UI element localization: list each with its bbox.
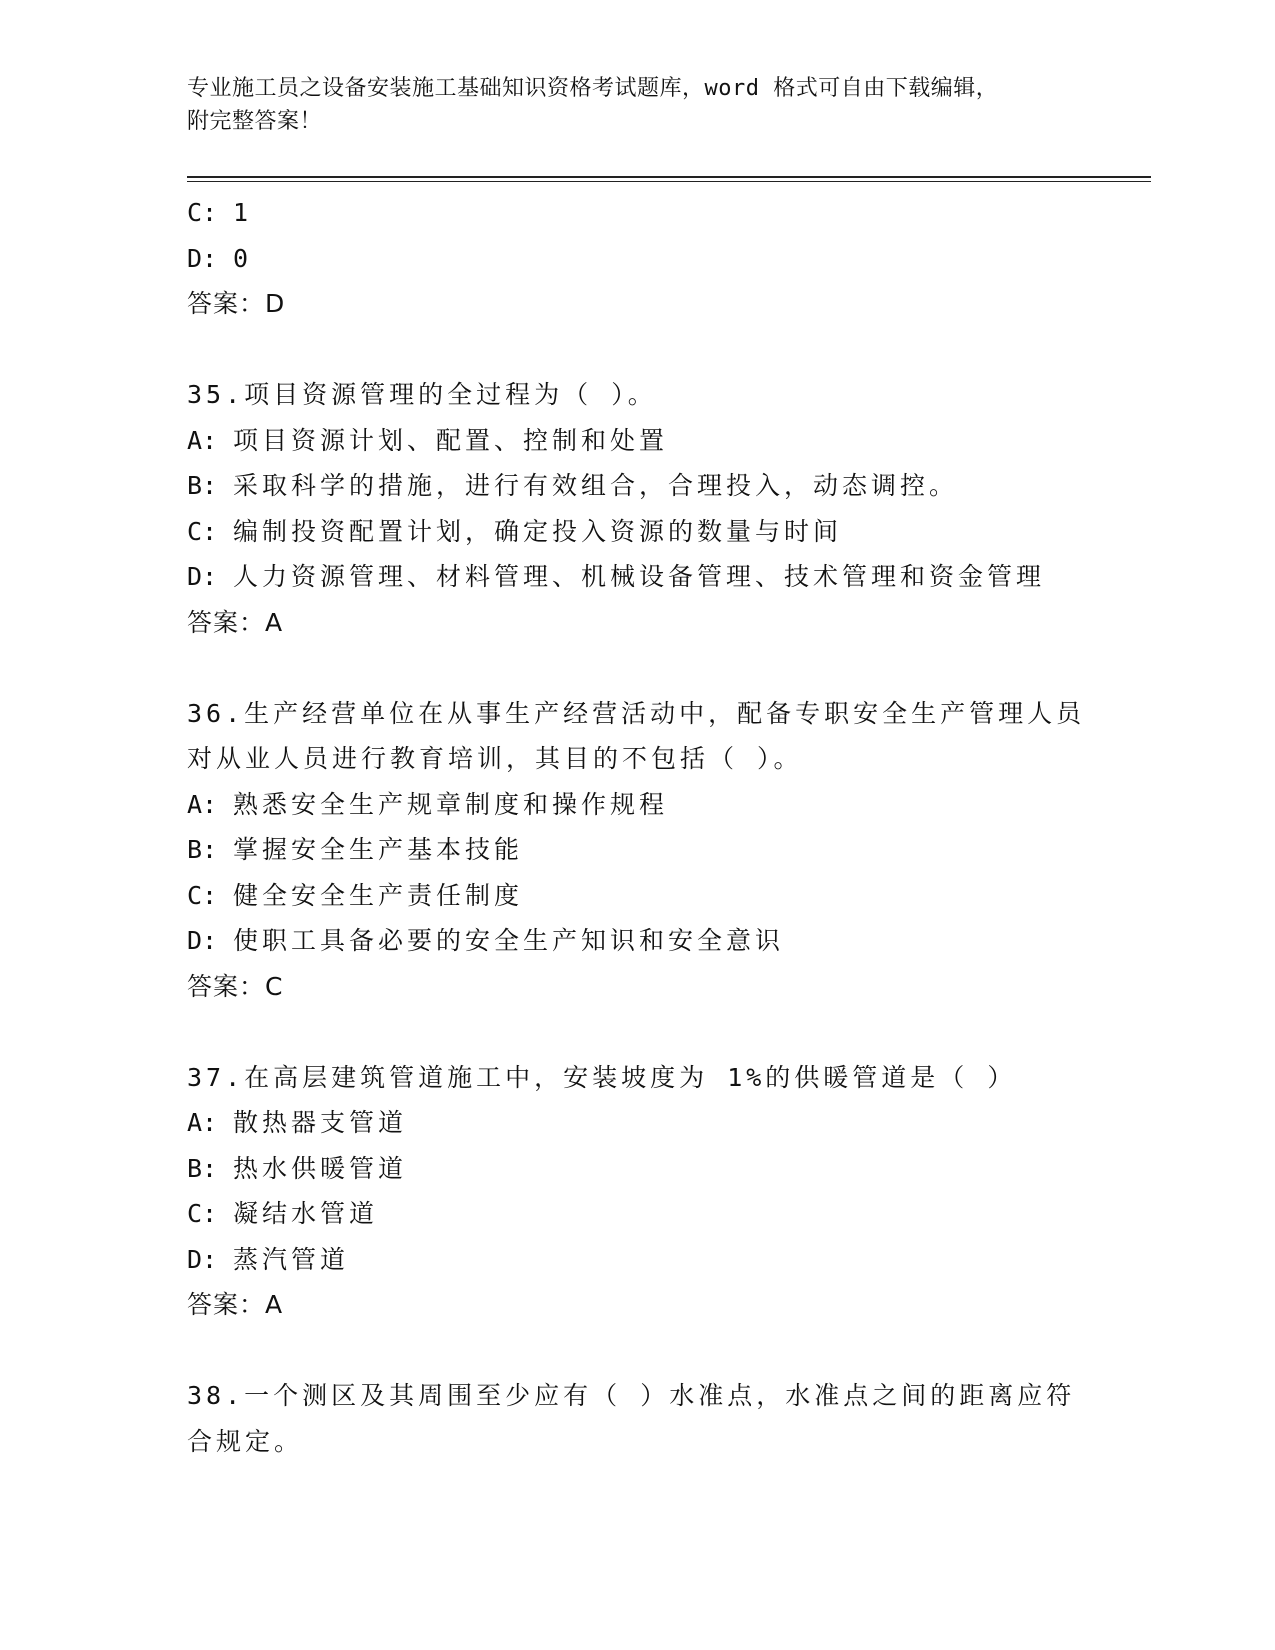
header-divider [187, 176, 1151, 182]
option-d [187, 236, 1087, 282]
option-letter: B: [187, 835, 218, 864]
header-line-1: 专业施工员之设备安装施工基础知识资格考试题库，word 格式可自由下载编辑， [187, 76, 999, 101]
option-letter: C: [187, 880, 218, 910]
option-c [187, 509, 1087, 555]
option-text: 凝结水管道 [233, 1199, 379, 1228]
option-letter: A: [187, 789, 218, 819]
option-c [187, 873, 1087, 919]
document-header [187, 72, 1067, 138]
option-letter: C: [187, 516, 218, 546]
option-text: 掌握安全生产基本技能 [233, 835, 524, 864]
spacer [187, 1328, 1087, 1374]
option-text: 人力资源管理、材料管理、机械设备管理、技术管理和资金管理 [233, 562, 1046, 591]
option-letter: C: [187, 198, 218, 227]
answer-line: 答案：D [187, 289, 286, 318]
option-letter: A: [187, 1108, 218, 1137]
question-stem-continued: 合规定。 [187, 1426, 304, 1456]
question-35 [187, 372, 1087, 645]
option-d [187, 1237, 1087, 1283]
spacer [187, 1009, 1087, 1055]
option-a [187, 1100, 1087, 1146]
question-37 [187, 1055, 1087, 1328]
option-text: 1 [233, 198, 253, 227]
answer-line: 答案：C [187, 971, 284, 1001]
option-letter: D: [187, 243, 218, 273]
question-stem: 38.一个测区及其周围至少应有（ ）水准点，水准点之间的距离应符 [187, 1381, 1076, 1410]
option-text: 健全安全生产责任制度 [233, 880, 524, 910]
question-38 [187, 1373, 1087, 1464]
option-text: 热水供暖管道 [233, 1153, 408, 1183]
question-stem: 36.生产经营单位在从事生产经营活动中，配备专职安全生产管理人员 [187, 698, 1086, 728]
option-text: 散热器支管道 [233, 1108, 408, 1137]
answer-line: 答案：A [187, 607, 284, 637]
option-letter: A: [187, 425, 218, 455]
document-body [187, 190, 1087, 1464]
option-b [187, 827, 1087, 873]
question-stem: 37.在高层建筑管道施工中，安装坡度为 1%的供暖管道是（ ） [187, 1062, 1017, 1092]
option-b [187, 463, 1087, 509]
question-stem-continued: 对从业人员进行教育培训，其目的不包括（ ）。 [187, 744, 803, 773]
option-letter: D: [187, 562, 218, 591]
option-text: 编制投资配置计划，确定投入资源的数量与时间 [233, 516, 843, 546]
option-b [187, 1146, 1087, 1192]
spacer [187, 645, 1087, 691]
option-text: 熟悉安全生产规章制度和操作规程 [233, 789, 669, 819]
option-letter: D: [187, 926, 218, 955]
option-d [187, 554, 1087, 600]
option-text: 采取科学的措施，进行有效组合，合理投入，动态调控。 [233, 471, 959, 500]
option-letter: B: [187, 1153, 218, 1183]
option-text: 项目资源计划、配置、控制和处置 [233, 425, 669, 455]
option-letter: D: [187, 1244, 218, 1274]
option-d [187, 918, 1087, 964]
spacer [187, 327, 1087, 373]
continued-question [187, 190, 1087, 327]
option-a [187, 782, 1087, 828]
question-stem: 35.项目资源管理的全过程为（ ）。 [187, 380, 657, 409]
question-36 [187, 691, 1087, 1010]
option-text: 蒸汽管道 [233, 1244, 350, 1274]
option-c [187, 1191, 1087, 1237]
header-line-2: 附完整答案！ [187, 109, 323, 134]
option-letter: C: [187, 1199, 218, 1228]
option-c [187, 190, 1087, 236]
option-letter: B: [187, 471, 218, 500]
option-text: 使职工具备必要的安全生产知识和安全意识 [233, 926, 785, 955]
option-a [187, 418, 1087, 464]
answer-line: 答案：A [187, 1290, 284, 1319]
option-text: 0 [233, 243, 253, 273]
